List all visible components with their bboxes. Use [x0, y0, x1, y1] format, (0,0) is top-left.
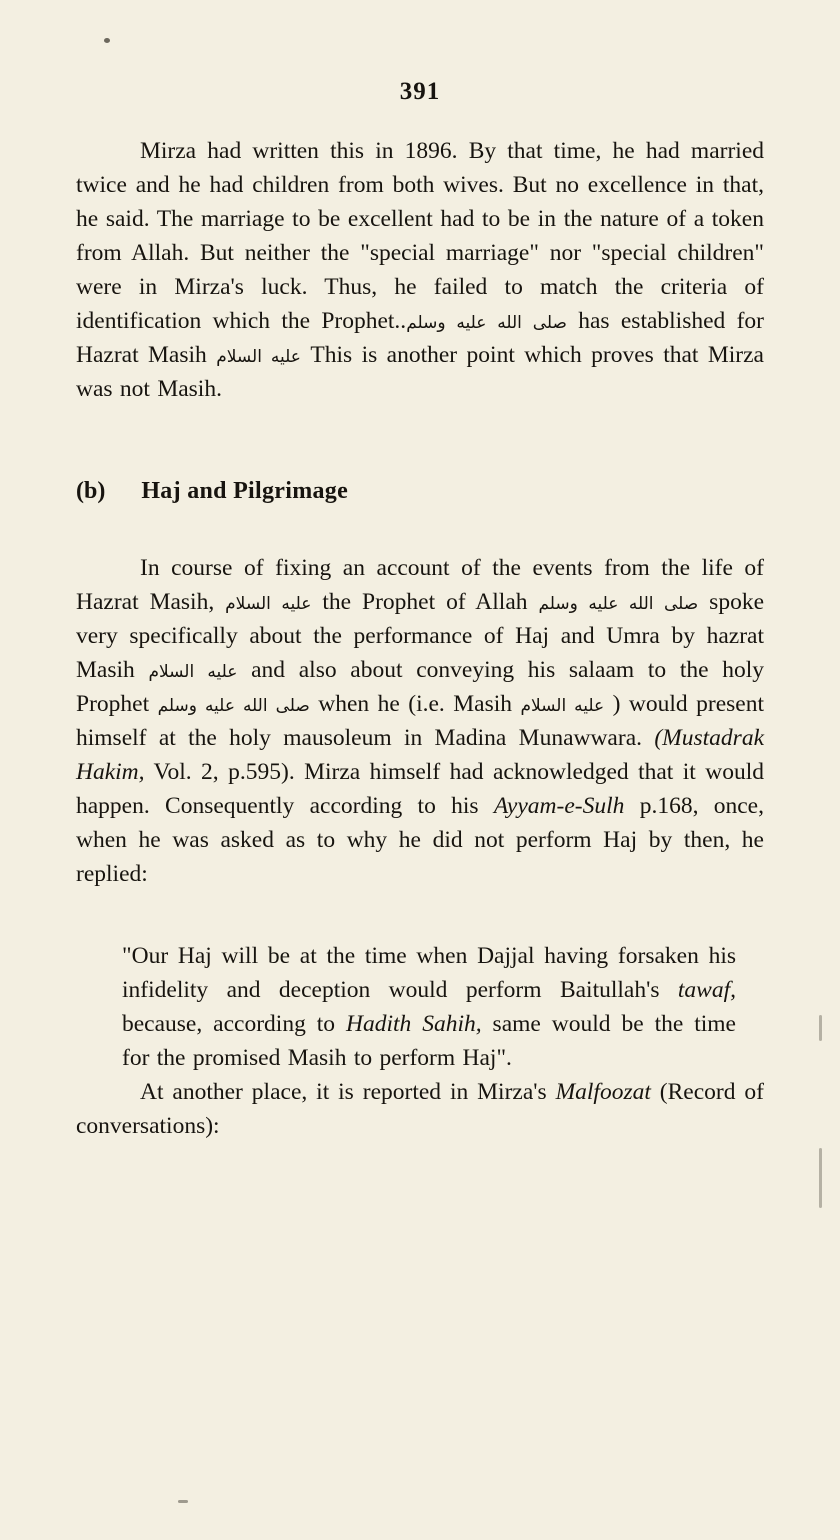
section-title: Haj and Pilgrimage	[141, 478, 349, 504]
text-run: same would be the time for the promised Masih to perform Haj".	[122, 1011, 736, 1071]
section-label: (b)	[76, 478, 106, 504]
arabic-phrase-salawat: صلى الله عليه وسلم	[406, 313, 567, 333]
book-title-italic: (Mustadrak Hakim,	[76, 725, 764, 785]
paragraph-intro	[76, 134, 764, 406]
text-run: This is another point which proves that Mirza was not Masih.	[76, 342, 764, 402]
text-run: the Prophet of Allah	[311, 589, 539, 615]
arabic-phrase-alayhis-salam: عليه السلام	[225, 594, 312, 614]
page-number: 391	[399, 78, 441, 105]
text-run: Mirza had written this in 1896. By that time, he had married twice and he had children from both wives. But no excellence in that, he said. The marriage to be excellent had to be in the nature of a token from Allah. But neither the "special marriage" nor "special children" were in Mirza's luck. Thus, he failed to match the criteria of identification which the Prophet..	[76, 138, 764, 334]
text-run: because, according to	[122, 1011, 346, 1037]
term-italic: tawaf,	[677, 977, 736, 1003]
text-run: ) would present himself at the holy mausoleum in Madina Munawwara.	[76, 691, 765, 751]
term-italic: Hadith Sahih,	[345, 1011, 482, 1037]
text-run: "Our Haj will be at the time when Dajjal having forsaken his infidelity and deception would perform Baitullah's	[122, 943, 736, 1003]
scan-artifact	[819, 1148, 822, 1208]
text-run: At another place, it is reported in Mirza's	[140, 1079, 556, 1105]
scan-artifact	[178, 1500, 188, 1503]
book-title-italic: Ayyam-e-Sulh	[493, 793, 625, 819]
text-run: Vol. 2, p.595). Mirza himself had acknowledged that it would happen. Consequently according to his	[76, 759, 764, 819]
arabic-phrase-alayhis-salam: عليه السلام	[520, 696, 605, 716]
scan-artifact	[819, 1015, 822, 1041]
paragraph-haj	[76, 551, 764, 891]
scan-artifact	[104, 38, 110, 43]
book-title-italic: Malfoozat	[555, 1079, 651, 1105]
text-run: has established for Hazrat Masih	[76, 308, 764, 368]
arabic-phrase-salawat: صلى الله عليه وسلم	[157, 696, 310, 716]
quotation-block	[122, 939, 736, 1075]
text-run: In course of fixing an account of the events from the life of Hazrat Masih,	[76, 555, 764, 615]
paragraph-closing	[76, 1075, 764, 1143]
arabic-phrase-alayhis-salam: عليه السلام	[216, 347, 301, 367]
text-run: when he (i.e. Masih	[309, 691, 521, 717]
section-heading	[76, 478, 764, 505]
text-run: (Record of conversations):	[76, 1079, 764, 1139]
arabic-phrase-alayhis-salam: عليه السلام	[148, 662, 238, 682]
text-run: spoke very specifically about the performance of Haj and Umra by hazrat Masih	[76, 589, 764, 683]
text-run: and also about conveying his salaam to the holy Prophet	[76, 657, 764, 717]
text-run: p.168, once, when he was asked as to why he did not perform Haj by then, he replied:	[76, 793, 764, 887]
arabic-phrase-salawat: صلى الله عليه وسلم	[538, 594, 699, 614]
